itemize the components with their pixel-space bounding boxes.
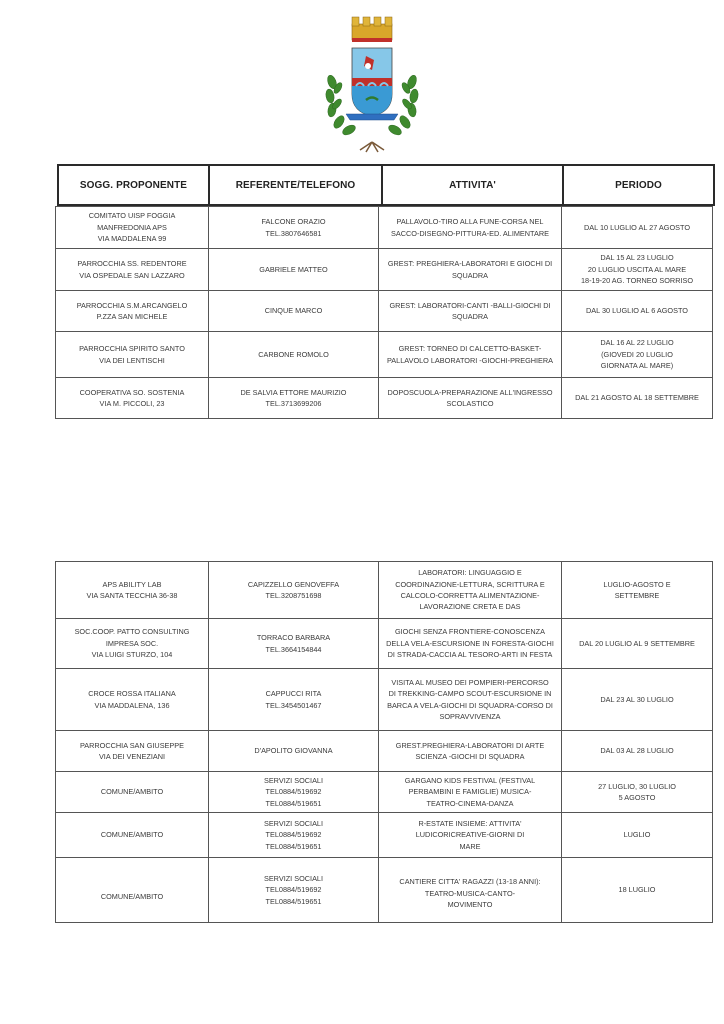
cell-proponente: COMUNE/AMBITO — [56, 813, 209, 858]
cell-referente: SERVIZI SOCIALI TEL0884/519692 TEL0884/519651 — [209, 858, 379, 923]
cell-proponente: COMITATO UISP FOGGIA MANFREDONIA APS VIA MADDALENA 99 — [56, 207, 209, 249]
cell-proponente: SOC.COOP. PATTO CONSULTING IMPRESA SOC. VIA LUIGI STURZO, 104 — [56, 619, 209, 669]
cell-referente: D'APOLITO GIOVANNA — [209, 731, 379, 772]
cell-proponente: PARROCCHIA S.M.ARCANGELO P.ZZA SAN MICHELE — [56, 291, 209, 332]
table-row — [56, 619, 713, 669]
table-row — [56, 813, 713, 858]
cell-attivita: VISITA AL MUSEO DEI POMPIERI-PERCORSO DI TREKKING-CAMPO SCOUT-ESCURSIONE IN BARCA A VELA-GIOCHI DI SQUADRA-CORSO DI SOPRAVVIVENZA — [379, 669, 562, 731]
cell-proponente: APS ABILITY LAB VIA SANTA TECCHIA 36-38 — [56, 562, 209, 619]
cell-proponente: COMUNE/AMBITO — [56, 772, 209, 813]
column-header-referente: REFERENTE/TELEFONO — [210, 166, 383, 204]
cell-referente: CAPPUCCI RITA TEL.3454501467 — [209, 669, 379, 731]
cell-periodo: DAL 03 AL 28 LUGLIO — [562, 731, 713, 772]
column-header-attivita: ATTIVITA' — [383, 166, 564, 204]
activities-table-2 — [55, 561, 713, 923]
table-row — [56, 858, 713, 923]
cell-periodo: LUGLIO — [562, 813, 713, 858]
table-row — [56, 207, 713, 249]
cell-periodo: DAL 21 AGOSTO AL 18 SETTEMBRE — [562, 378, 713, 419]
cell-referente: GABRIELE MATTEO — [209, 249, 379, 291]
cell-periodo: 18 LUGLIO — [562, 858, 713, 923]
cell-attivita: GREST: TORNEO DI CALCETTO-BASKET- PALLAVOLO LABORATORI -GIOCHI-PREGHIERA — [379, 332, 562, 378]
table-row — [56, 291, 713, 332]
cell-attivita: GIOCHI SENZA FRONTIERE-CONOSCENZA DELLA VELA-ESCURSIONE IN FORESTA-GIOCHI DI STRADA-CACCIA AL TESORO-ARTI IN FESTA — [379, 619, 562, 669]
cell-proponente: CROCE ROSSA ITALIANA VIA MADDALENA, 136 — [56, 669, 209, 731]
cell-referente: CINQUE MARCO — [209, 291, 379, 332]
table-row — [56, 772, 713, 813]
cell-periodo: DAL 23 AL 30 LUGLIO — [562, 669, 713, 731]
cell-attivita: DOPOSCUOLA-PREPARAZIONE ALL'INGRESSO SCOLASTICO — [379, 378, 562, 419]
cell-proponente: COOPERATIVA SO. SOSTENIA VIA M. PICCOLI, 23 — [56, 378, 209, 419]
column-header-proponente: SOGG. PROPONENTE — [59, 166, 210, 204]
cell-attivita: R-ESTATE INSIEME: ATTIVITA' LUDICORICREATIVE-GIORNI DI MARE — [379, 813, 562, 858]
cell-referente: CAPIZZELLO GENOVEFFA TEL.3208751698 — [209, 562, 379, 619]
cell-attivita: CANTIERE CITTA' RAGAZZI (13-18 ANNI): TEATRO-MUSICA-CANTO- MOVIMENTO — [379, 858, 562, 923]
cell-attivita: GREST.PREGHIERA-LABORATORI DI ARTE SCIENZA -GIOCHI DI SQUADRA — [379, 731, 562, 772]
cell-periodo: DAL 20 LUGLIO AL 9 SETTEMBRE — [562, 619, 713, 669]
cell-periodo: 27 LUGLIO, 30 LUGLIO 5 AGOSTO — [562, 772, 713, 813]
cell-referente: DE SALVIA ETTORE MAURIZIO TEL.3713699206 — [209, 378, 379, 419]
cell-proponente: PARROCCHIA SAN GIUSEPPE VIA DEI VENEZIANI — [56, 731, 209, 772]
cell-periodo: LUGLIO-AGOSTO E SETTEMBRE — [562, 562, 713, 619]
cell-referente: SERVIZI SOCIALI TEL0884/519692 TEL0884/519651 — [209, 813, 379, 858]
cell-referente: FALCONE ORAZIO TEL.3807646581 — [209, 207, 379, 249]
cell-attivita: GREST: PREGHIERA-LABORATORI E GIOCHI DI SQUADRA — [379, 249, 562, 291]
cell-attivita: GARGANO KIDS FESTIVAL (FESTIVAL PERBAMBINI E FAMIGLIE) MUSICA- TEATRO-CINEMA-DANZA — [379, 772, 562, 813]
table-row — [56, 249, 713, 291]
table-row — [56, 332, 713, 378]
table-header — [57, 164, 715, 206]
cell-attivita: GREST: LABORATORI-CANTI -BALLI-GIOCHI DI SQUADRA — [379, 291, 562, 332]
cell-referente: CARBONE ROMOLO — [209, 332, 379, 378]
cell-attivita: PALLAVOLO-TIRO ALLA FUNE-CORSA NEL SACCO-DISEGNO-PITTURA-ED. ALIMENTARE — [379, 207, 562, 249]
cell-periodo: DAL 15 AL 23 LUGLIO 20 LUGLIO USCITA AL MARE 18-19-20 AG. TORNEO SORRISO — [562, 249, 713, 291]
table-row — [56, 562, 713, 619]
coat-of-arms-icon — [322, 14, 422, 154]
cell-referente: TORRACO BARBARA TEL.3664154844 — [209, 619, 379, 669]
table-row — [56, 731, 713, 772]
table-row — [56, 669, 713, 731]
activities-table-1 — [55, 206, 713, 419]
cell-proponente: PARROCCHIA SPIRITO SANTO VIA DEI LENTISCHI — [56, 332, 209, 378]
cell-periodo: DAL 10 LUGLIO AL 27 AGOSTO — [562, 207, 713, 249]
table-row — [56, 378, 713, 419]
column-header-periodo: PERIODO — [615, 179, 662, 191]
cell-attivita: LABORATORI: LINGUAGGIO E COORDINAZIONE-LETTURA, SCRITTURA E CALCOLO-CORRETTA ALIMENTAZIONE- LAVORAZIONE CRETA E DAS — [379, 562, 562, 619]
cell-periodo: DAL 30 LUGLIO AL 6 AGOSTO — [562, 291, 713, 332]
cell-referente: SERVIZI SOCIALI TEL0884/519692 TEL0884/519651 — [209, 772, 379, 813]
cell-proponente: PARROCCHIA SS. REDENTORE VIA OSPEDALE SAN LAZZARO — [56, 249, 209, 291]
cell-proponente: COMUNE/AMBITO — [56, 858, 209, 923]
cell-periodo: DAL 16 AL 22 LUGLIO (GIOVEDI 20 LUGLIO GIORNATA AL MARE) — [562, 332, 713, 378]
